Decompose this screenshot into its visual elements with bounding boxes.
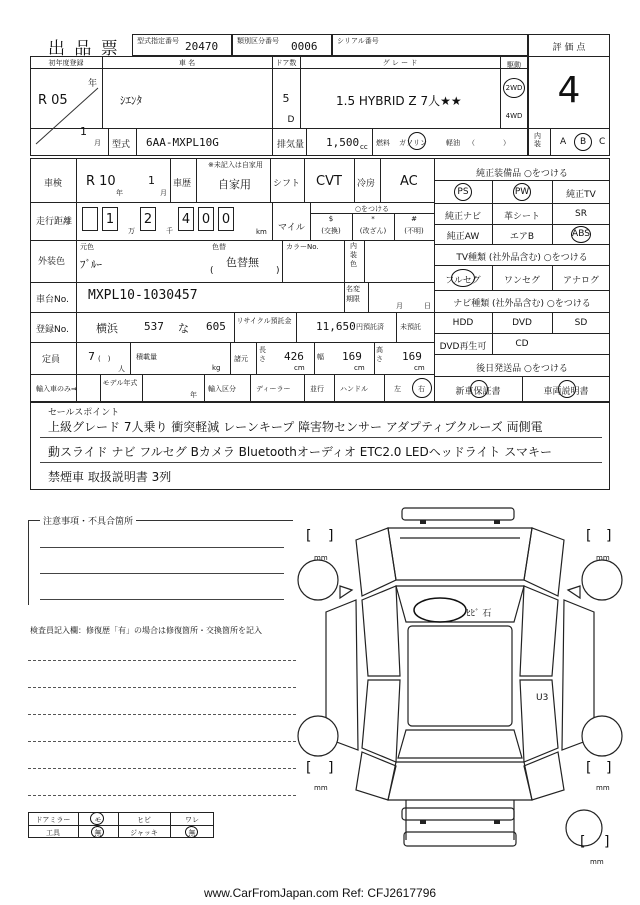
crack-hibi-label: ヒビ	[137, 816, 151, 824]
repaint-label: 色替	[212, 243, 226, 251]
navi-dvd-play: DVD再生可	[439, 342, 487, 352]
serial-label: シリアル番号	[337, 37, 379, 45]
capacity-persons: 7	[88, 350, 95, 363]
grade-label: グ レ ー ド	[382, 59, 418, 67]
door-mirror-label: ドアミラー	[35, 816, 71, 824]
width-label: 幅	[317, 353, 324, 361]
tire-bracket-fl-close: ]	[328, 528, 334, 544]
repaint: 色替無	[226, 256, 259, 269]
interior-color-label: 内装色	[350, 242, 357, 268]
doors-label: ドア数	[275, 59, 297, 67]
interior-grade-a: A	[560, 137, 567, 147]
model-year-unit: 年	[190, 391, 197, 399]
load-unit: kg	[212, 364, 221, 372]
first-registration-year-unit: 年	[88, 79, 98, 89]
repaint-paren-open: (	[210, 266, 214, 276]
sheet-title: 出 品 票	[48, 39, 120, 59]
inspection-month-unit: 月	[160, 189, 167, 197]
width-unit: cm	[354, 364, 365, 372]
tire-mm-fl: mm	[314, 554, 328, 562]
chassis-number: MXPL10-1030457	[88, 288, 198, 303]
height-unit: cm	[414, 364, 425, 372]
plate-number: 605	[206, 320, 226, 333]
model-number-label: 型式指定番号	[137, 37, 179, 45]
warranty-month-unit: 月	[396, 302, 403, 310]
equip-sr: SR	[575, 209, 587, 219]
repaint-paren-close: )	[276, 266, 280, 276]
door-type: D	[287, 115, 295, 125]
registration-diagonal	[34, 86, 100, 146]
drive-2wd-circle	[503, 78, 525, 98]
width: 169	[342, 350, 362, 363]
fuel-circle	[408, 132, 426, 150]
length: 426	[284, 350, 304, 363]
docs-header: 後日発送品 ○をつける	[476, 364, 568, 374]
model-type-label: 型式	[112, 140, 131, 150]
mileage-digit-0	[82, 207, 98, 231]
diesel-label: 軽油	[446, 139, 460, 147]
import-dealer: ディーラー	[256, 385, 291, 393]
height-label: 高さ	[376, 346, 383, 363]
navi-header: ナビ種類 (社外品含む) ○をつける	[453, 299, 591, 309]
inspection-era: R 10	[86, 174, 116, 189]
docs-manual: 車両説明書	[543, 387, 589, 397]
ac: AC	[400, 174, 418, 189]
tire-bracket-rr-open: [	[586, 760, 592, 776]
original-color-label: 元色	[80, 243, 94, 251]
car-name-label: 車 名	[178, 59, 196, 67]
plate-kana: な	[178, 322, 189, 335]
tire-bracket-spare-open: [	[580, 834, 586, 850]
mileage-digit-2: 2	[140, 207, 156, 231]
car-name: ｼｴﾝﾀ	[120, 94, 142, 107]
tire-mm-rr: mm	[596, 784, 610, 792]
equip-pw-circle	[513, 183, 531, 201]
navi-sd: SD	[574, 318, 588, 328]
tools-status-circle	[91, 826, 104, 838]
grade: 1.5 HYBRID Z 7人★★	[336, 94, 462, 108]
tamper-symbol: *	[371, 215, 375, 223]
tire-bracket-fl-open: [	[306, 528, 312, 544]
mirror-status-circle	[90, 812, 104, 825]
score-value: 4	[557, 70, 581, 111]
first-registration-era: R 05	[38, 93, 68, 108]
sales-points-label: セールスポイント	[48, 408, 120, 418]
mileage-km-unit: km	[256, 228, 267, 236]
displacement-label: 排気量	[277, 140, 305, 150]
genuine-header: 純正装備品 ○をつける	[476, 169, 568, 179]
sales-point-line-3: 禁煙車 取扱説明書 3列	[48, 470, 172, 484]
equip-pw: PW	[514, 187, 530, 197]
equip-leather: 革シート	[503, 212, 540, 222]
equip-ps-circle	[454, 183, 472, 201]
first-registration-label: 初年度登録	[48, 59, 84, 67]
color-number-label: カラーNo.	[286, 243, 319, 251]
interior-grade-b: B	[580, 137, 587, 147]
windshield-mark: ﾋﾋﾞ 石	[466, 609, 492, 619]
fuel-label: 燃料	[376, 139, 390, 147]
drive-2wd: 2WD	[505, 84, 523, 92]
score-label: 評 価 点	[552, 43, 586, 53]
mileage-mark-note: ○をつける	[354, 205, 390, 213]
dims-label: 諸元	[234, 355, 248, 363]
recycle-label: リサイクル預託金	[236, 317, 292, 325]
docs-warranty: 新車保証書	[455, 387, 501, 397]
inspector-label: 検査員記入欄：修復歴「有」の場合は修復箇所・交換箇所を記入	[30, 626, 262, 635]
history-label: 車歴	[173, 179, 192, 189]
mileage-man-unit: 万	[128, 227, 135, 235]
handle-right: 右	[418, 385, 425, 393]
equip-genuine-aw: 純正AW	[446, 232, 480, 242]
equip-ps: PS	[457, 187, 469, 197]
mileage-digit-4: 0	[198, 207, 214, 231]
equip-abs-circle	[571, 226, 591, 243]
model-number-box	[132, 34, 232, 56]
jack-status-circle	[185, 826, 198, 838]
mile-label: マイル	[278, 223, 305, 233]
first-registration-month: 1	[80, 125, 87, 138]
handle-left: 左	[394, 385, 401, 393]
first-registration-month-unit: 月	[94, 139, 101, 147]
capacity-label: 定員	[42, 355, 61, 365]
inspection-year-unit: 年	[116, 189, 123, 197]
tire-bracket-rr-close: ]	[606, 760, 612, 776]
tv-fullseg: フルセグ	[445, 276, 481, 286]
recycle-unpaid: 未預託	[400, 323, 421, 331]
chassis-label: 車台No.	[36, 295, 69, 305]
capacity-persons-paren: ( )	[98, 355, 111, 363]
mileage-digit-5: 0	[218, 207, 234, 231]
category-number: 0006	[291, 40, 318, 53]
tv-fullseg-circle	[451, 269, 475, 287]
warranty-day-unit: 日	[424, 302, 431, 310]
shift-label: シフト	[273, 179, 301, 189]
exchange-symbol: $	[328, 215, 334, 223]
history: 自家用	[218, 178, 251, 191]
tools-status: 無	[94, 829, 102, 837]
displacement: 1,500	[326, 136, 360, 149]
inspection-month: 1	[148, 174, 155, 187]
unknown-symbol: #	[411, 215, 417, 223]
car-body-diagram	[296, 500, 626, 862]
diesel-paren: （ ）	[468, 139, 510, 147]
tire-bracket-fr-close: ]	[606, 528, 612, 544]
doors-count: 5	[282, 92, 290, 105]
recycle-unit: 円預託済	[356, 323, 384, 331]
caution-label: 注意事項・不具合箇所	[40, 514, 136, 527]
tv-oneseg: ワンセグ	[503, 276, 540, 286]
history-note: ※未記入は自家用	[208, 161, 263, 169]
handle-label: ハンドル	[340, 385, 368, 393]
equip-genuine-tv: 純正TV	[566, 190, 596, 200]
tire-mm-rl: mm	[314, 784, 328, 792]
tire-bracket-fr-open: [	[586, 528, 592, 544]
navi-dvd: DVD	[512, 318, 532, 328]
tire-mm-spare: mm	[590, 858, 604, 866]
import-only-label: 輸入車のみ⇒	[36, 385, 77, 393]
navi-hdd: HDD	[452, 318, 474, 328]
plate-class: 537	[144, 320, 164, 333]
displacement-unit: cc	[360, 143, 368, 151]
handle-right-circle	[412, 378, 432, 398]
import-class-label: 輸入区分	[208, 385, 236, 393]
navi-cd: CD	[515, 339, 529, 349]
serial-number-box	[332, 34, 528, 56]
plate-label: 登録No.	[36, 325, 69, 335]
inspection-label: 車検	[44, 179, 63, 189]
jack-status: 無	[188, 829, 196, 837]
plate-city: 横浜	[96, 322, 118, 335]
shift: CVT	[316, 174, 342, 189]
footer-watermark: www.CarFromJapan.com Ref: CFJ2617796	[203, 886, 437, 900]
interior-grade-c: C	[599, 137, 606, 147]
rear-bumper-mark: U3	[536, 693, 549, 703]
warranty-label: 名変期限	[346, 285, 360, 303]
docs-warranty-circle	[470, 380, 488, 398]
height: 169	[402, 350, 422, 363]
tire-bracket-rl-open: [	[306, 760, 312, 776]
load-label: 積載量	[136, 353, 157, 361]
length-unit: cm	[294, 364, 305, 372]
tire-bracket-spare-close: ]	[604, 834, 610, 850]
model-number: 20470	[185, 40, 219, 53]
exchange-label: (交換)	[321, 227, 341, 235]
crack-ware-label: ワレ	[185, 816, 199, 824]
ac-label: 冷房	[357, 179, 376, 189]
interior-label: 内装	[534, 132, 541, 148]
unknown-label: (不明)	[404, 227, 424, 235]
tire-bracket-rl-close: ]	[328, 760, 334, 776]
jack-label: ジャッキ	[130, 829, 158, 837]
original-color: ﾌﾞﾙｰ	[80, 258, 102, 271]
tire-mm-fr: mm	[596, 554, 610, 562]
caution-area-frame	[28, 520, 293, 605]
mileage-label: 走行距離	[36, 217, 73, 227]
mileage-digit-3: 4	[178, 207, 194, 231]
mirror-status: モ	[94, 816, 102, 824]
exterior-color-label: 外装色	[38, 257, 66, 267]
recycle-amount: 11,650	[316, 320, 356, 333]
docs-manual-circle	[558, 380, 576, 398]
sales-point-line-1: 上級グレード 7人乗り 衝突軽減 レーンキープ 障害物センサー アダプティブクルーズ 両側電	[48, 420, 543, 434]
import-parallel: 並行	[310, 385, 324, 393]
equip-genuine-navi: 純正ナビ	[444, 212, 481, 222]
model-year-label: モデル年式	[102, 379, 138, 387]
mileage-sen-unit: 千	[166, 227, 173, 235]
model-code: 6AA-MXPL10G	[146, 136, 219, 149]
category-label: 類別区分番号	[237, 37, 279, 45]
category-number-box	[232, 34, 332, 56]
mileage-digit-1: 1	[102, 207, 118, 231]
equip-airbag: エアB	[509, 232, 535, 242]
sales-point-line-2: 動スライド ナビ フルセグ Bカメラ Bluetoothオーディオ ETC2.0 LEDヘッドライト スマキー	[48, 445, 552, 459]
tv-analog: アナログ	[562, 276, 599, 286]
capacity-persons-unit: 人	[118, 365, 125, 373]
drive-4wd: 4WD	[505, 112, 523, 120]
tv-header: TV種類 (社外品含む) ○をつける	[456, 253, 588, 263]
interior-grade-b-circle	[574, 133, 592, 151]
drive-label: 駆動	[507, 61, 521, 69]
tamper-label: (改ざん)	[359, 227, 387, 235]
length-label: 長さ	[259, 346, 266, 363]
fuel-type: ガソリン	[399, 139, 427, 147]
tools-label: 工具	[46, 829, 60, 837]
equip-abs: ABS	[572, 229, 590, 239]
